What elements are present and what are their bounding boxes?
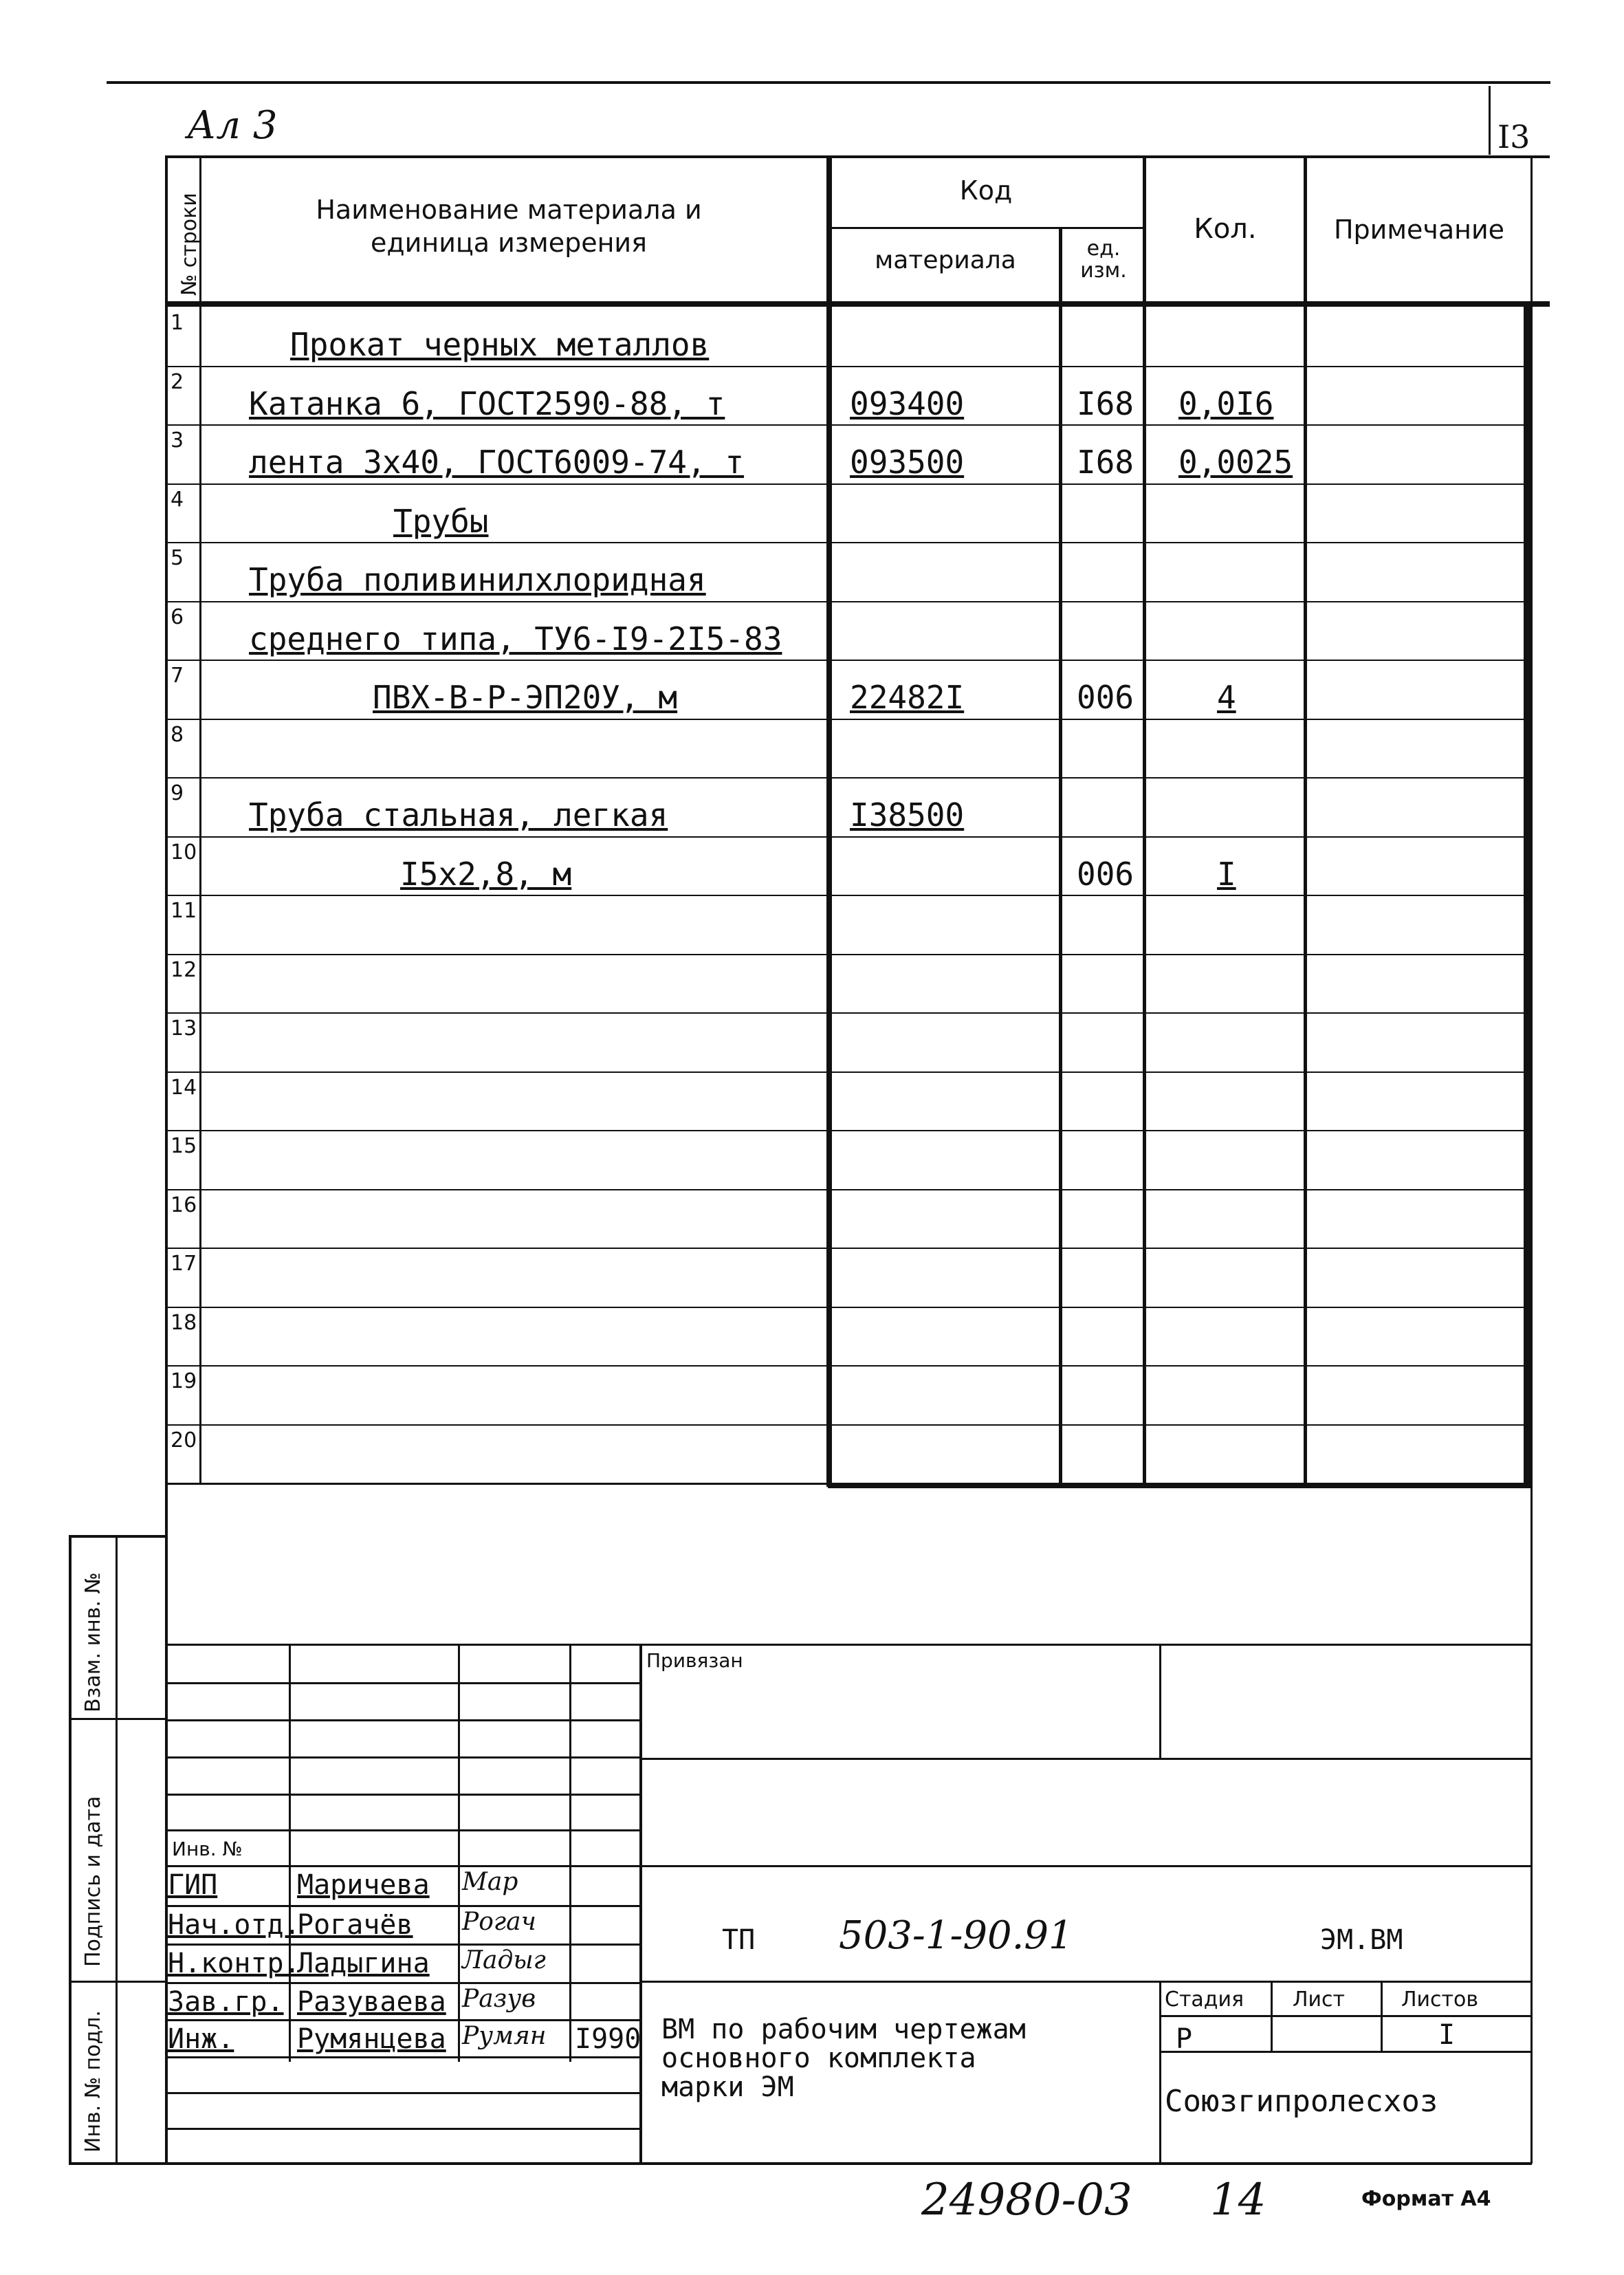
table-bottom-left (166, 1483, 829, 1485)
tb-left-row13 (166, 2128, 639, 2130)
page-left-frame (165, 155, 168, 2164)
tb-left-row8 (166, 1944, 639, 1946)
unit-code: 006 (1077, 679, 1134, 716)
tb-left-row7 (166, 1905, 639, 1907)
row-number: 7 (171, 664, 184, 688)
row-number: 17 (171, 1252, 197, 1276)
tb-privyazan-bottom (639, 1758, 1532, 1760)
tb-left-row2 (166, 1719, 639, 1721)
side-top (69, 1535, 166, 1538)
row-line (166, 1307, 1524, 1308)
tb-col-right (1159, 1644, 1161, 1759)
footer-page: 14 (1210, 2175, 1266, 2225)
table-top (166, 155, 1550, 158)
material-code: 22482I (850, 679, 965, 716)
quantity: I (1217, 856, 1236, 893)
role-title: Нач.отд. (168, 1909, 300, 1941)
row-number: 5 (171, 546, 184, 570)
row-line (166, 542, 1524, 543)
row-number: 10 (171, 840, 197, 864)
rownum-col-line (199, 155, 201, 1484)
material-name: среднего типа, ТУ6-I9-2I5-83 (249, 620, 782, 657)
stage-value: Р (1176, 2023, 1193, 2055)
signature: Разув (462, 1985, 536, 2013)
row-line (166, 660, 1524, 661)
unit-code: I68 (1077, 444, 1134, 481)
material-name: Катанка 6, ГОСТ2590-88, т (249, 385, 725, 422)
row-number: 15 (171, 1134, 197, 1158)
material-name: I5х2,8, м (400, 856, 572, 893)
side-label-podpis: Подпись и дата (81, 1796, 105, 1967)
row-line (166, 719, 1524, 720)
unit-code: 006 (1077, 856, 1134, 893)
tb-left-row6 (166, 1865, 1532, 1867)
role-title: Инж. (168, 2023, 234, 2055)
row-line (166, 424, 1524, 426)
doc-code: 503-1-90.91 (839, 1913, 1073, 1958)
role-title: Н.контр. (168, 1948, 300, 1979)
table-header-bottom (166, 301, 1550, 307)
tb-left-row4 (166, 1794, 639, 1796)
code-subheader-line (828, 227, 1144, 229)
material-name: ПВХ-В-Р-ЭП20У, м (373, 679, 678, 716)
tb-left-row9 (166, 1982, 639, 1984)
side-outer-left (69, 1535, 72, 2164)
signature: Ладыг (462, 1946, 546, 1974)
top-rule (107, 81, 1550, 84)
role-person: Румянцева (297, 2023, 446, 2055)
organization: Союзгипролесхоз (1165, 2084, 1438, 2119)
side-bottom (69, 2162, 166, 2165)
header-qty: Кол. (1194, 213, 1257, 245)
side-label-inv-podl: Инв. № подл. (81, 2010, 105, 2153)
signature: Румян (462, 2022, 547, 2050)
material-code: I38500 (850, 796, 965, 834)
description-line-3: марки ЭМ (661, 2071, 794, 2103)
role-title: Зав.гр. (168, 1986, 284, 2018)
header-name: Наименование материала и единица измерения (316, 195, 702, 258)
header-code: Код (959, 175, 1013, 206)
role-person: Маричева (297, 1869, 430, 1901)
side-label-vzam: Взам. инв. № (81, 1572, 105, 1712)
row-number: 9 (171, 781, 184, 805)
material-name: Трубы (393, 503, 489, 540)
row-number: 3 (171, 428, 184, 453)
row-line (166, 1424, 1524, 1426)
side-inner-left (116, 1535, 118, 2164)
row-number: 13 (171, 1016, 197, 1041)
doc-mark: ЭМ.ВМ (1320, 1924, 1403, 1956)
corner-mark: Ал 3 (187, 103, 278, 148)
quantity: 4 (1217, 679, 1236, 716)
unit-code: I68 (1077, 385, 1134, 422)
header-row-no: № строки (177, 193, 201, 296)
tb-left-row3 (166, 1756, 639, 1759)
tb-left-row5 (166, 1829, 639, 1831)
side-div-2 (69, 1981, 166, 1983)
tb-left-row11 (166, 2056, 639, 2058)
row-line (166, 1365, 1524, 1367)
signature: Мар (462, 1868, 518, 1896)
tb-col-4 (639, 1644, 642, 2164)
tb-top (166, 1644, 1532, 1646)
format-label: Формат А4 (1361, 2187, 1491, 2211)
row-number: 4 (171, 488, 184, 512)
row-line (166, 1130, 1524, 1131)
material-name: Прокат черных металлов (290, 326, 710, 363)
quantity: 0,0025 (1178, 444, 1293, 481)
material-name: лента 3х40, ГОСТ6009-74, т (249, 444, 745, 481)
row-number: 2 (171, 370, 184, 394)
qty-col-line (1143, 155, 1146, 1487)
row-number: 8 (171, 723, 184, 747)
row-number: 16 (171, 1193, 197, 1217)
material-name: Труба стальная, легкая (249, 796, 668, 834)
material-name: Труба поливинилхлоридная (249, 561, 706, 598)
role-title: ГИП (168, 1869, 218, 1901)
row-line (166, 836, 1524, 838)
description-line-2: основного комплекта (661, 2043, 976, 2074)
header-code-unit: ед. изм. (1080, 237, 1127, 283)
row-number: 19 (171, 1369, 197, 1393)
tb-col-stage (1271, 1981, 1273, 2052)
header-code-material: материала (875, 246, 1016, 274)
row-number: 1 (171, 311, 184, 335)
material-code: 093400 (850, 385, 965, 422)
code-col-line (826, 155, 832, 1487)
tb-stage-row (1159, 2015, 1532, 2017)
row-number: 11 (171, 899, 197, 923)
row-number: 14 (171, 1076, 197, 1100)
page-number: I3 (1497, 118, 1530, 155)
signature: Рогач (462, 1908, 536, 1936)
inv-no-label: Инв. № (172, 1838, 243, 1860)
row-line (166, 777, 1524, 779)
row-number: 18 (171, 1311, 197, 1335)
description-line-1: ВМ по рабочим чертежам (661, 2014, 1026, 2045)
row-line (166, 1071, 1524, 1073)
header-note: Примечание (1333, 215, 1505, 245)
tb-col-3 (569, 1644, 571, 2062)
tb-mid-line (639, 1981, 1532, 1983)
tb-left-row10 (166, 2019, 639, 2021)
row-line (166, 895, 1524, 896)
sheet-label: Лист (1293, 1988, 1346, 2012)
row-line (166, 1189, 1524, 1190)
role-person: Ладыгина (297, 1948, 430, 1979)
tb-col-right2 (1159, 1981, 1161, 2164)
sheets-value: I (1438, 2019, 1456, 2051)
page-number-tick (1489, 86, 1491, 155)
row-line (166, 366, 1524, 367)
tb-stage-row2 (1159, 2051, 1532, 2053)
unit-col-line (1059, 227, 1062, 1487)
quantity: 0,0I6 (1178, 385, 1274, 422)
stage-label: Стадия (1165, 1988, 1244, 2012)
tp-label: ТП (722, 1924, 756, 1956)
tb-left-row12 (166, 2092, 639, 2094)
privyazan-label: Привязан (646, 1649, 743, 1672)
sheets-label: Листов (1401, 1988, 1479, 2012)
side-div-1 (69, 1718, 166, 1720)
tb-col-2 (458, 1644, 460, 2062)
row-line (166, 1248, 1524, 1249)
tb-left-row1 (166, 1682, 639, 1684)
row-number: 20 (171, 1428, 197, 1452)
row-number: 12 (171, 958, 197, 982)
table-bottom (828, 1483, 1530, 1488)
row-number: 6 (171, 605, 184, 629)
archive-number: 24980-03 (921, 2175, 1132, 2225)
material-code: 093500 (850, 444, 965, 481)
note-col-line (1304, 155, 1307, 1487)
row-line (166, 954, 1524, 955)
role-person: Рогачёв (297, 1909, 413, 1941)
row-line (166, 1012, 1524, 1014)
role-person: Разуваева (297, 1986, 446, 2018)
page-right-frame (1530, 155, 1533, 2164)
tb-col-sheet (1381, 1981, 1383, 2052)
tb-col-1 (289, 1644, 291, 2062)
right-col-line (1524, 301, 1530, 1487)
tb-bottom (166, 2162, 1532, 2165)
row-line (166, 483, 1524, 485)
row-line (166, 601, 1524, 602)
role-date: I990 (575, 2023, 641, 2055)
